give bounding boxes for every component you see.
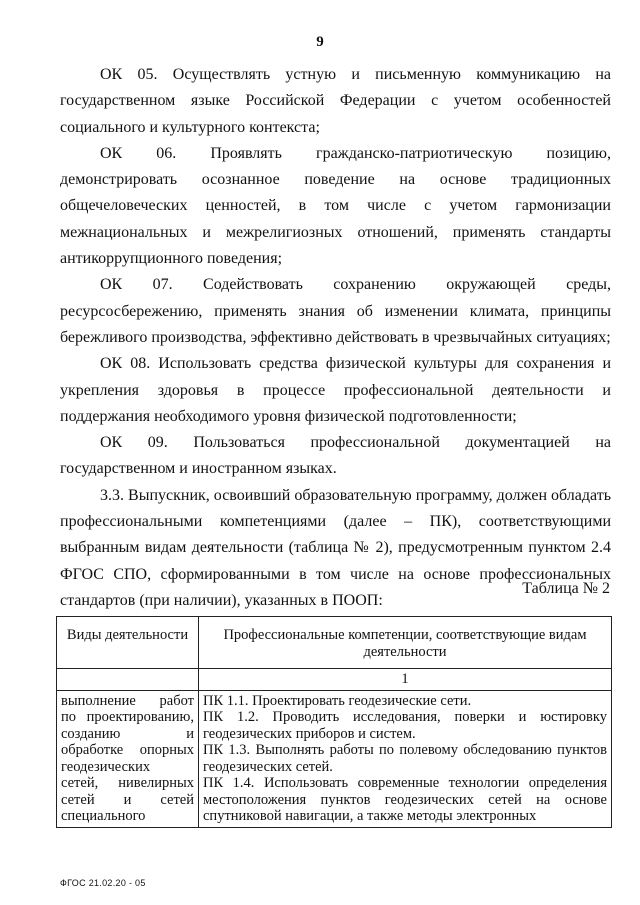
competence-table <box>56 616 612 828</box>
paragraph-ok08: ОК 08. Использовать средства физической культуры для сохранения и укрепления здоровья в процессе профессиональной деятельности и поддержания необходимого уровня физической подготовленности; <box>60 355 611 425</box>
activity-cell <box>57 690 199 827</box>
page-number: 9 <box>316 34 324 50</box>
activity-line: сетей, нивелирных <box>61 775 194 791</box>
paragraph-ok05: ОК 05. Осуществлять устную и письменную коммуникацию на государственном языке Российской Федерации с учетом особенностей социального и культурного контекста; <box>60 66 611 136</box>
paragraph-ok09: ОК 09. Пользоваться профессиональной документацией на государственном и иностранном языках. <box>60 434 611 478</box>
paragraph-ok06: ОК 06. Проявлять гражданско-патриотическую позицию, демонстрировать осознанное поведение на основе традиционных общечеловеческих ценностей, в том числе с учетом гармонизации межнациональных и межрелигиозных отношений, применять стандарты антикоррупционного поведения; <box>60 144 611 268</box>
table-caption: Таблица № 2 <box>522 580 610 597</box>
competence-pk-1-2: ПК 1.2. Проводить исследования, поверки и юстировку геодезических приборов и систем. <box>203 709 607 742</box>
competence-cell <box>199 690 612 827</box>
header-activity: Виды деятельности <box>57 617 199 669</box>
activity-line: специального <box>61 808 146 824</box>
table-header-row <box>57 617 612 669</box>
competence-pk-1-4: ПК 1.4. Использовать современные технологии определения местоположения пунктов геодезических сетей на основе спутниковой навигации, а также методы электронных <box>203 775 607 824</box>
activity-line: обработке опорных <box>61 742 194 758</box>
table-row <box>57 690 612 827</box>
competence-pk-1-3: ПК 1.3. Выполнять работы по полевому обследованию пунктов геодезических сетей. <box>203 742 607 775</box>
document-footer: ФГОС 21.02.20 - 05 <box>60 878 146 888</box>
header-competence: Профессиональные компетенции, соответствующие видам деятельности <box>199 617 612 669</box>
activity-line: сетей и сетей <box>61 791 194 808</box>
activity-line: созданию и <box>61 725 194 742</box>
number-cell: 1 <box>199 669 612 691</box>
competence-pk-1-1: ПК 1.1. Проектировать геодезические сети. <box>203 692 472 709</box>
activity-line: по проектированию, <box>61 709 194 725</box>
number-cell-empty <box>57 669 199 691</box>
table-number-row <box>57 669 612 691</box>
activity-line: выполнение работ <box>61 692 194 709</box>
body-text <box>60 62 611 614</box>
paragraph-ok07: ОК 07. Содействовать сохранению окружающей среды, ресурсосбережению, применять знания об изменении климата, принципы бережливого производства, эффективно действовать в чрезвычайных ситуациях; <box>60 276 611 346</box>
paragraph-3-3: 3.3. Выпускник, освоивший образовательную программу, должен обладать профессиональными компетенциями (далее – ПК), соответствующими выбранным видам деятельности (таблица № 2), предусмотренным пунктом 2.4 ФГОС СПО, сформированными в том числе на основе профессиональных стандартов (при наличии), указанных в ПООП: <box>60 486 611 609</box>
activity-line: геодезических <box>61 758 151 775</box>
